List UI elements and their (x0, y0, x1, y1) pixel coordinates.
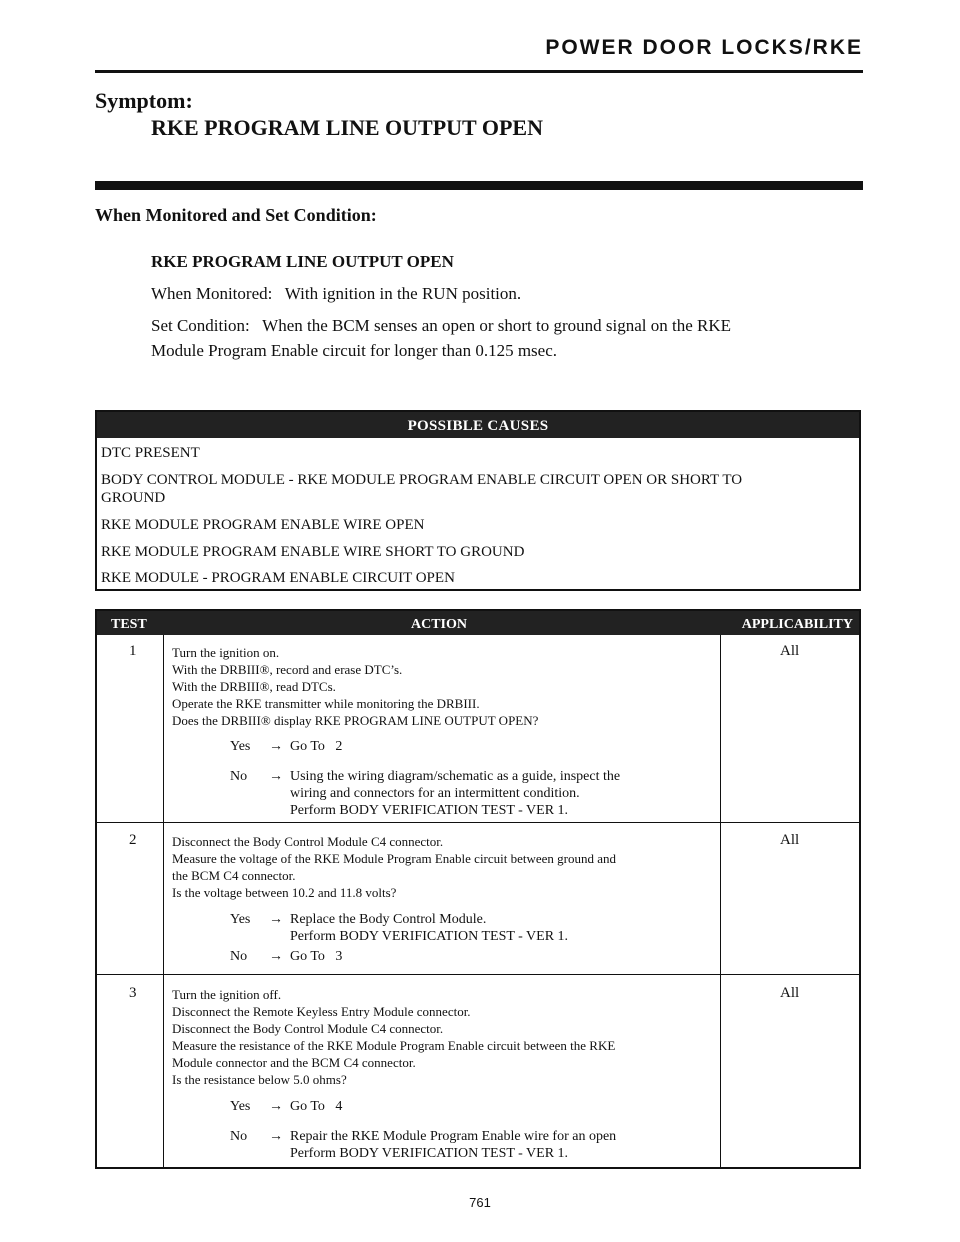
result-line: Perform BODY VERIFICATION TEST - VER 1. (290, 803, 569, 818)
action-line: Turn the ignition off. (172, 987, 282, 1002)
arrow-icon: → (269, 769, 283, 784)
result-key: No (230, 769, 248, 784)
dtc-name: RKE PROGRAM LINE OUTPUT OPEN (151, 252, 454, 271)
result-line: wiring and connectors for an intermittent condition. (290, 786, 580, 801)
arrow-icon: → (269, 1129, 283, 1144)
cause-item: GROUND (101, 490, 166, 506)
cause-item: BODY CONTROL MODULE - RKE MODULE PROGRAM ENABLE CIRCUIT OPEN OR SHORT TO (101, 472, 743, 488)
action-line: With the DRBIII®, record and erase DTC’s. (172, 662, 403, 677)
result-text (290, 911, 720, 945)
cause-item: RKE MODULE - PROGRAM ENABLE CIRCUIT OPEN (101, 570, 455, 586)
action-line: Is the voltage between 10.2 and 11.8 volts? (172, 885, 397, 900)
result-key: Yes (230, 739, 251, 754)
result-line: Replace the Body Control Module. (290, 912, 487, 927)
result-line: Perform BODY VERIFICATION TEST - VER 1. (290, 929, 569, 944)
row-divider (97, 822, 859, 823)
test-applicability: All (780, 832, 800, 848)
page-header (95, 36, 863, 73)
result-key: Yes (230, 912, 251, 927)
result-text (290, 738, 720, 755)
header-action: ACTION (411, 617, 468, 632)
action-line: Measure the voltage of the RKE Module Program Enable circuit between ground and (172, 851, 617, 866)
result-text (290, 1128, 720, 1162)
result-key: No (230, 1129, 248, 1144)
result-line: Go To 3 (290, 949, 343, 964)
test-table (95, 609, 861, 1169)
test-number: 1 (129, 643, 137, 659)
symptom-title: RKE PROGRAM LINE OUTPUT OPEN (151, 115, 543, 140)
arrow-icon: → (269, 912, 283, 927)
action-line: the BCM C4 connector. (172, 868, 296, 883)
header-applicability: APPLICABILITY (741, 617, 853, 632)
action-line: Turn the ignition on. (172, 645, 280, 660)
section-divider (95, 181, 863, 190)
test-action (172, 833, 717, 901)
test-action (172, 986, 717, 1088)
action-line: Module connector and the BCM C4 connector. (172, 1055, 416, 1070)
page-number: 761 (469, 1195, 491, 1210)
action-line: Operate the RKE transmitter while monitoring the DRBIII. (172, 696, 480, 711)
action-line: Is the resistance below 5.0 ohms? (172, 1072, 347, 1087)
cause-item: DTC PRESENT (101, 445, 200, 461)
result-line: Repair the RKE Module Program Enable wire for an open (290, 1129, 617, 1144)
set-condition-line-1: Set Condition: When the BCM senses an open or short to ground signal on the RKE (151, 316, 732, 335)
action-line: Does the DRBIII® display RKE PROGRAM LINE OUTPUT OPEN? (172, 713, 539, 728)
test-applicability: All (780, 643, 800, 659)
test-number: 3 (129, 985, 137, 1001)
test-table-header (97, 611, 859, 635)
test-action (172, 644, 717, 729)
cause-item: RKE MODULE PROGRAM ENABLE WIRE OPEN (101, 517, 425, 533)
set-condition-line-2: Module Program Enable circuit for longer than 0.125 msec. (151, 341, 557, 360)
action-line: Disconnect the Body Control Module C4 connector. (172, 1021, 444, 1036)
column-divider (163, 635, 164, 1167)
section-title: POWER DOOR LOCKS/RKE (545, 36, 863, 59)
result-text (290, 948, 720, 965)
when-monitored: When Monitored: With ignition in the RUN position. (151, 284, 522, 303)
arrow-icon: → (269, 1099, 283, 1114)
result-line: Go To 2 (290, 739, 343, 754)
result-line: Go To 4 (290, 1099, 343, 1114)
test-applicability: All (780, 985, 800, 1001)
result-line: Perform BODY VERIFICATION TEST - VER 1. (290, 1146, 569, 1161)
result-line: Using the wiring diagram/schematic as a guide, inspect the (290, 769, 621, 784)
action-line: With the DRBIII®, read DTCs. (172, 679, 336, 694)
arrow-icon: → (269, 949, 283, 964)
row-divider (97, 974, 859, 975)
result-text (290, 768, 720, 819)
action-line: Disconnect the Remote Keyless Entry Module connector. (172, 1004, 471, 1019)
cause-item: RKE MODULE PROGRAM ENABLE WIRE SHORT TO GROUND (101, 544, 525, 560)
symptom-label: Symptom: (95, 88, 193, 113)
action-line: Measure the resistance of the RKE Module Program Enable circuit between the RKE (172, 1038, 616, 1053)
result-text (290, 1098, 720, 1115)
header-test: TEST (111, 617, 147, 632)
result-key: Yes (230, 1099, 251, 1114)
result-key: No (230, 949, 248, 964)
column-divider (720, 635, 721, 1167)
possible-causes-box (95, 410, 861, 591)
test-number: 2 (129, 832, 137, 848)
monitored-heading: When Monitored and Set Condition: (95, 205, 377, 225)
possible-causes-heading: POSSIBLE CAUSES (97, 412, 859, 438)
arrow-icon: → (269, 739, 283, 754)
action-line: Disconnect the Body Control Module C4 connector. (172, 834, 444, 849)
